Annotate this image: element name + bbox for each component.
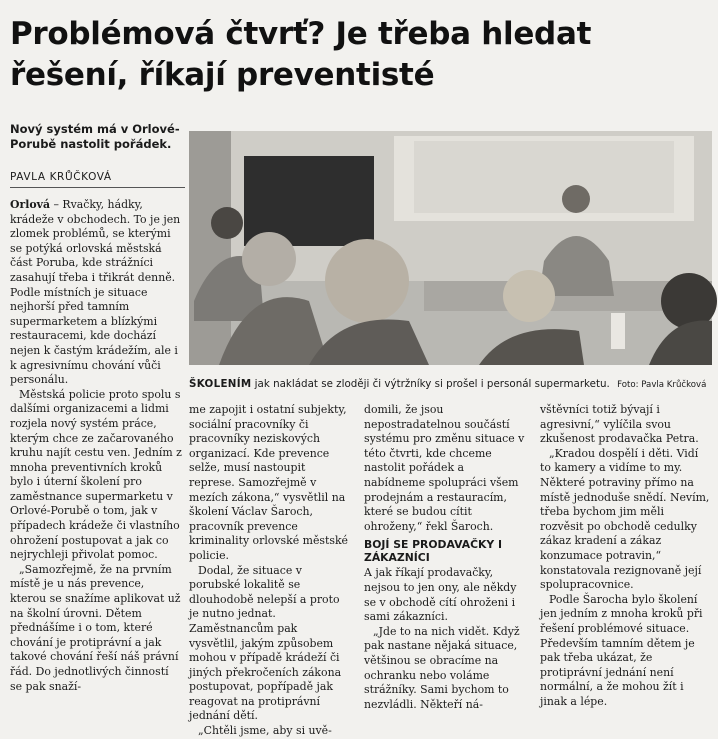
text-column-1: [10, 198, 182, 718]
caption-text: jak nakládat se zloději či výtržníky si prošel i personál supermarketu.: [254, 378, 610, 390]
headline-line-1: Problémová čtvrť? Je třeba hledat: [10, 16, 592, 52]
photo-caption: [189, 378, 712, 392]
lead-paragraph: Nový systém má v Orlové-Porubě nastolit pořádek.: [10, 122, 180, 151]
body-paragraph: „Jde to na nich vidět. Když pak nastane nějaká situace, většinou se obracíme na ochranku nebo voláme strážníky. Sami bychom to nezvládli. Někteří ná-: [364, 624, 520, 711]
photo-credit: Foto: Pavla Krůčková: [617, 380, 707, 390]
body-paragraph: [10, 198, 182, 388]
headline-line-2: řešení, říkají preventisté: [10, 57, 435, 93]
text-column-4: [540, 403, 710, 720]
text-column-2: [189, 403, 349, 738]
caption-title: ŠKOLENÍM: [189, 378, 252, 390]
headline: [10, 14, 710, 96]
body-text: – Rvačky, hádky, krádeže v obchodech. To je jen zlomek problémů, se kterými se potýká orlovská městská část Poruba, kde strážníci zasahují třeba i třikrát denně. Podle místních je situace nejhorší před tamním supermarketem a blízkými restauracemi, kde dochází nejen k častým krádežím, ale i k agresivnímu chování vůči personálu.: [10, 198, 181, 387]
body-paragraph: Městská policie proto spolu s dalšími organizacemi a lidmi rozjela nový systém práce, kterým chce ze začarovaného kruhu najít cestu ven. Jedním z mnoha preventivních kroků bylo i úterní školení pro zaměstnance supermarketu v Orlové-Porubě o tom, jak v případech krádeže či vlastního ohrožení postupovat a jak co nejrychleji přivolat pomoc.: [10, 387, 182, 562]
body-paragraph: „Chtěli jsme, aby si uvě-: [198, 724, 332, 738]
body-paragraph: „Kradou dospělí i děti. Vidí to kamery a vidíme to my. Některé potraviny přímo na místě jednoduše snědí. Nevím, třeba bychom jim měli rozvěsit po obchodě cedulky zákaz kradení a zákaz konzumace potravin,“ konstatovala rezignovaně její spolupracovnice.: [540, 446, 710, 592]
body-paragraph: me zapojit i ostatní subjekty, sociální pracovníky či pracovníky neziskových organizací. Kde prevence selže, musí nastoupit represe. Samozřejmě v mezích zákona,“ vysvětlil na školení Václav Šaroch, pracovník prevence kriminality orlovské městské policie.: [189, 403, 348, 562]
body-paragraph: A jak říkají prodavačky, nejsou to jen ony, ale někdy se v obchodě cítí ohroženi i sami zákazníci.: [364, 566, 517, 624]
body-paragraph: vštěvníci totiž bývají i agresivní,“ vylíčila svou zkušenost prodavačka Petra.: [540, 403, 699, 446]
author-byline: PAVLA KRŮČKOVÁ: [10, 171, 185, 188]
training-room-photo: [189, 131, 712, 365]
dateline-place: Orlová: [10, 198, 51, 211]
body-paragraph: Podle Šarocha bylo školení jen jedním z mnoha kroků při řešení problémové situace. Především tamním dětem je pak třeba ukázat, že protiprávní jednání není normální, a že mohou žít i jinak a lépe.: [540, 592, 703, 708]
article-photo: [189, 131, 712, 365]
body-paragraph: Dodal, že situace v porubské lokalitě se dlouhodobě nelepší a proto je nutno jednat. Zaměstnancům pak vysvětlil, jakým způsobem mohou v případě krádeží či jiných překročeních zákona postupovat, popřípadě jak reagovat na protiprávní jednání dětí.: [189, 563, 342, 723]
text-column-3: [364, 403, 526, 720]
subheading: BOJÍ SE PRODAVAČKY I ZÁKAZNÍCI: [364, 538, 502, 565]
body-paragraph: „Samozřejmě, že na prvním místě je u nás prevence, kterou se snažíme aplikovat už na školní úrovni. Dětem přednášíme i o tom, které chování je protiprávní a jak takové chování řeší náš právní řád. Do jednotlivých činností se pak snaží-: [10, 562, 181, 693]
body-paragraph: domili, že jsou nepostradatelnou součástí systému pro změnu situace v této čtvrti, kde chceme nastolit pořádek a nabídneme spolupráci všem prodejnám a restauracím, které se budou cítit ohroženy,“ řekl Šaroch.: [364, 403, 525, 533]
